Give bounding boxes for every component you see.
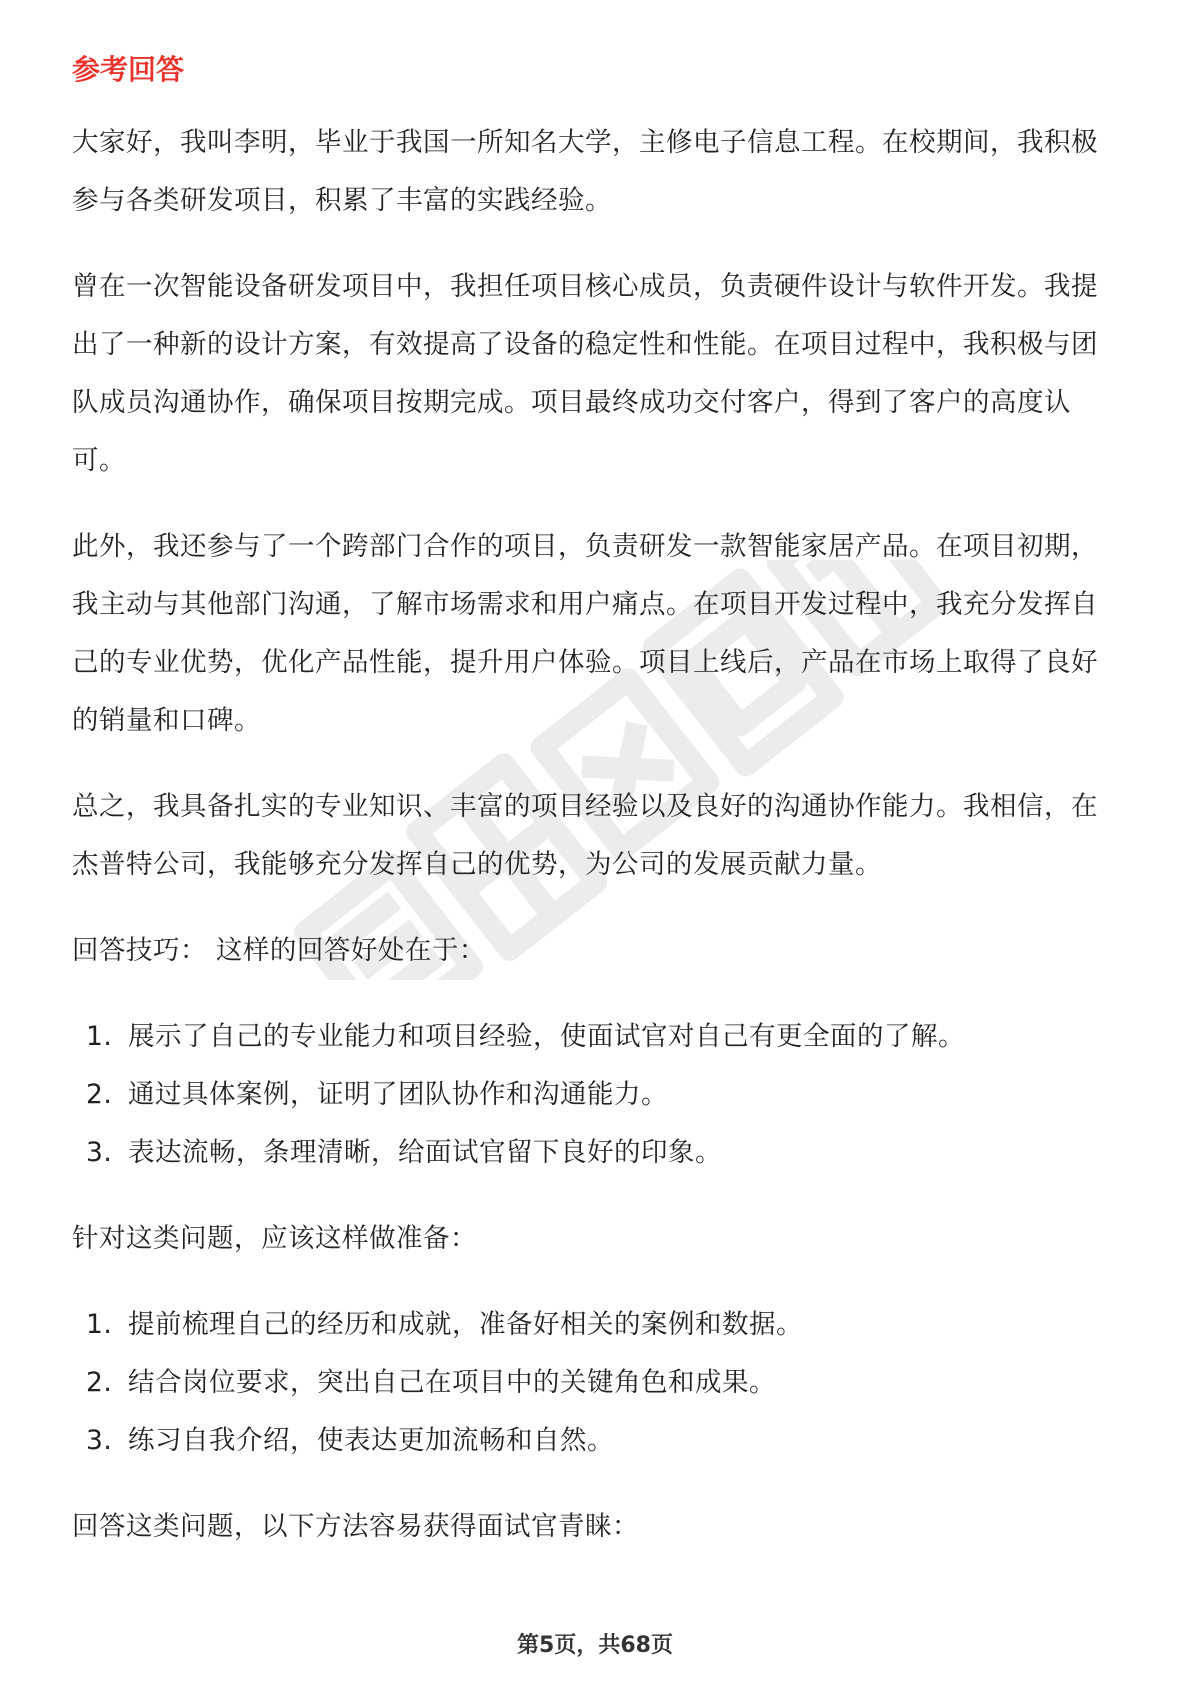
tips-list <box>72 1008 1122 1182</box>
paragraph: 大家好，我叫李明，毕业于我国一所知名大学，主修电子信息工程。在校期间，我积极参与各类研发项目，积累了丰富的实践经验。 <box>72 127 1098 216</box>
section-heading: 参考回答 <box>72 53 185 86</box>
list-text: 结合岗位要求，突出自己在项目中的关键角色和成果。 <box>128 1367 776 1398</box>
prep-intro: 针对这类问题，应该这样做准备： <box>72 1223 477 1254</box>
list-item <box>72 1124 1122 1182</box>
document-page <box>72 40 1122 1584</box>
list-item <box>72 1296 1122 1354</box>
list-number: 2. <box>86 1079 113 1110</box>
page-footer: 第5页，共68页 <box>517 1633 673 1658</box>
list-number: 3. <box>86 1137 113 1168</box>
list-text: 表达流畅，条理清晰，给面试官留下良好的印象。 <box>128 1137 722 1168</box>
list-text: 提前梳理自己的经历和成就，准备好相关的案例和数据。 <box>128 1309 803 1340</box>
paragraph: 曾在一次智能设备研发项目中，我担任项目核心成员，负责硬件设计与软件开发。我提出了一种新的设计方案，有效提高了设备的稳定性和性能。在项目过程中，我积极与团队成员沟通协作，确保项目按期完成。项目最终成功交付客户，得到了客户的高度认可。 <box>72 271 1098 476</box>
list-item <box>72 1354 1122 1412</box>
list-text: 展示了自己的专业能力和项目经验，使面试官对自己有更全面的了解。 <box>128 1021 965 1052</box>
paragraph: 总之，我具备扎实的专业知识、丰富的项目经验以及良好的沟通协作能力。我相信，在杰普特公司，我能够充分发挥自己的优势，为公司的发展贡献力量。 <box>72 791 1098 880</box>
list-item <box>72 1412 1122 1470</box>
list-item <box>72 1066 1122 1124</box>
method-intro: 回答这类问题，以下方法容易获得面试官青睐： <box>72 1511 639 1542</box>
tips-intro: 回答技巧： 这样的回答好处在于： <box>72 935 486 966</box>
list-text: 练习自我介绍，使表达更加流畅和自然。 <box>128 1425 614 1456</box>
list-number: 1. <box>86 1309 113 1340</box>
list-number: 3. <box>86 1425 113 1456</box>
prep-list <box>72 1296 1122 1470</box>
list-item <box>72 1008 1122 1066</box>
list-number: 2. <box>86 1367 113 1398</box>
paragraph: 此外，我还参与了一个跨部门合作的项目，负责研发一款智能家居产品。在项目初期，我主动与其他部门沟通，了解市场需求和用户痛点。在项目开发过程中，我充分发挥自己的专业优势，优化产品性能，提升用户体验。项目上线后，产品在市场上取得了良好的销量和口碑。 <box>72 531 1098 736</box>
list-text: 通过具体案例，证明了团队协作和沟通能力。 <box>128 1079 668 1110</box>
list-number: 1. <box>86 1021 113 1052</box>
